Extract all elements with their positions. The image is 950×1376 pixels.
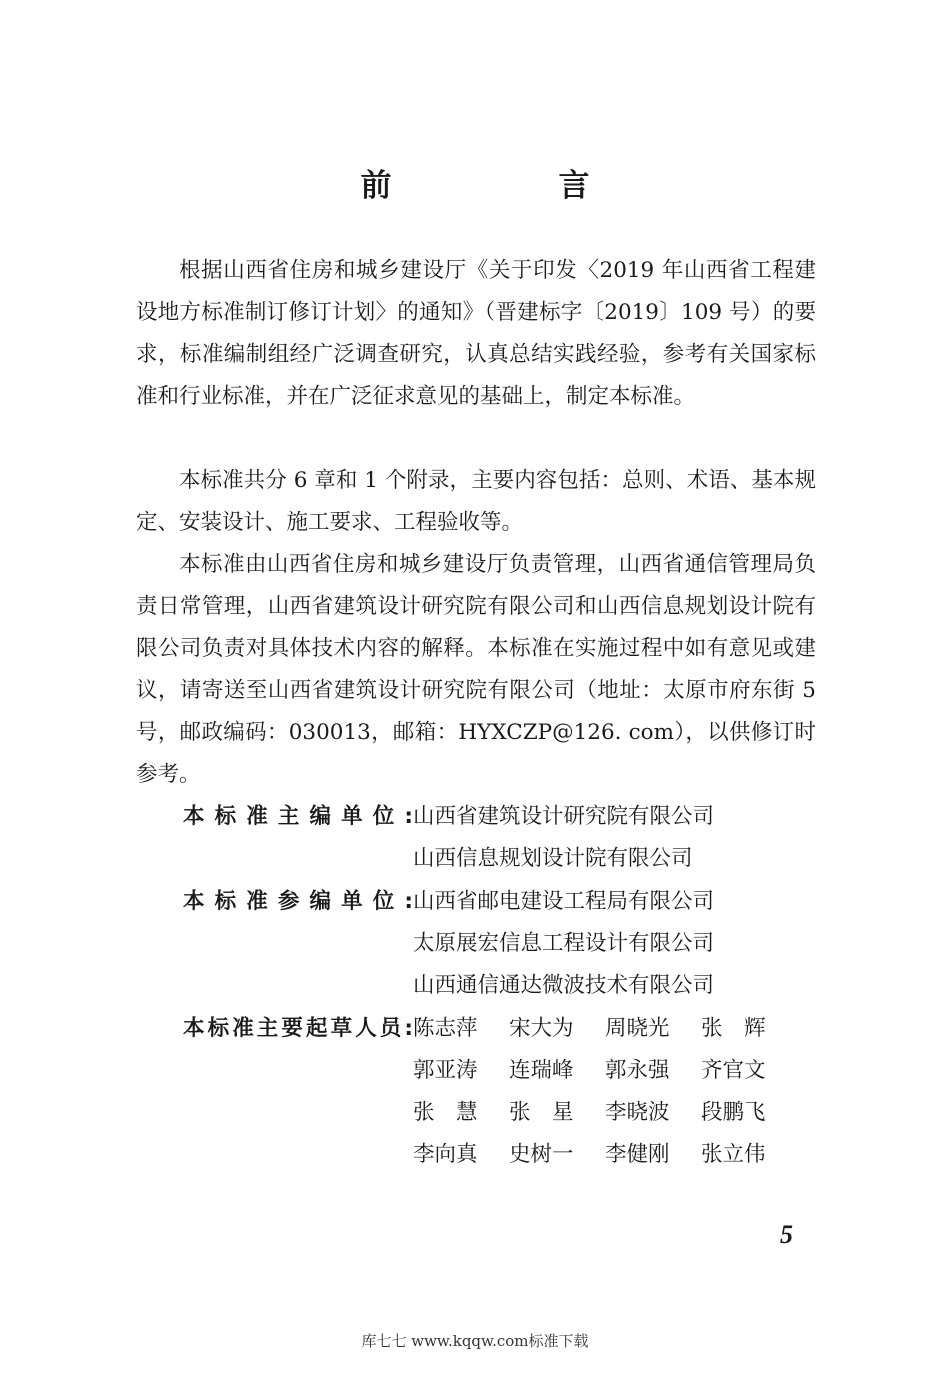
participating-units-block xyxy=(183,881,823,1007)
drafter-name: 郭永强 xyxy=(605,1058,670,1083)
drafter-name: 史树一 xyxy=(509,1142,574,1167)
drafter-name: 张立伟 xyxy=(701,1142,766,1167)
foreword-paragraph-basis: 根据山西省住房和城乡建设厅《关于印发〈2019 年山西省工程建设地方标准制订修订计划〉的通知》（晋建标字〔2019〕109 号）的要求，标准编制组经广泛调查研究，认真总结实践经验，参考有关国家标准和行业标准，并在广泛征求意见的基础上，制定本标准。 xyxy=(136,258,816,409)
drafter-name: 郭亚涛 xyxy=(413,1058,478,1083)
drafters-block xyxy=(183,1008,823,1176)
drafter-name: 李健刚 xyxy=(605,1142,670,1167)
drafter-name: 连瑞峰 xyxy=(509,1058,574,1083)
drafter-name: 齐官文 xyxy=(701,1058,766,1083)
page-title: 前 言 xyxy=(360,168,658,204)
chief-units-label: 本标准主编单位: xyxy=(183,804,413,829)
foreword-paragraph-contents: 本标准共分 6 章和 1 个附录，主要内容包括：总则、术语、基本规定、安装设计、施工要求、工程验收等。 xyxy=(136,468,816,535)
drafter-name: 张慧 xyxy=(413,1100,500,1125)
participating-unit-2: 太原展宏信息工程设计有限公司 xyxy=(413,931,715,956)
drafter-name: 宋大为 xyxy=(509,1016,574,1041)
drafter-name: 周晓光 xyxy=(605,1016,670,1041)
drafter-name: 张辉 xyxy=(701,1016,788,1041)
participating-units-label: 本标准参编单位: xyxy=(183,889,413,914)
drafter-name: 段鹏飞 xyxy=(701,1100,766,1125)
participating-unit-1: 山西省邮电建设工程局有限公司 xyxy=(413,889,715,914)
watermark-footer: 库七七 www.kqqw.com标准下载 xyxy=(361,1332,589,1350)
page-number: 5 xyxy=(780,1220,793,1249)
drafter-name: 张星 xyxy=(509,1100,596,1125)
drafter-name: 李向真 xyxy=(413,1142,478,1167)
chief-units-block xyxy=(183,796,823,880)
chief-unit-2: 山西信息规划设计院有限公司 xyxy=(413,846,693,871)
chief-unit-1: 山西省建筑设计研究院有限公司 xyxy=(413,804,715,829)
drafter-name: 陈志萍 xyxy=(413,1016,478,1041)
drafters-label: 本标准主要起草人员: xyxy=(183,1016,413,1041)
foreword-paragraph-management: 本标准由山西省住房和城乡建设厅负责管理，山西省通信管理局负责日常管理，山西省建筑设计研究院有限公司和山西信息规划设计院有限公司负责对具体技术内容的解释。本标准在实施过程中如有意见或建议，请寄送至山西省建筑设计研究院有限公司（地址：太原市府东街 5 号，邮政编码：030013，邮箱：HYXCZP@126. com），以供修订时参考。 xyxy=(136,552,816,787)
participating-unit-3: 山西通信通达微波技术有限公司 xyxy=(413,973,715,998)
drafter-name: 李晓波 xyxy=(605,1100,670,1125)
